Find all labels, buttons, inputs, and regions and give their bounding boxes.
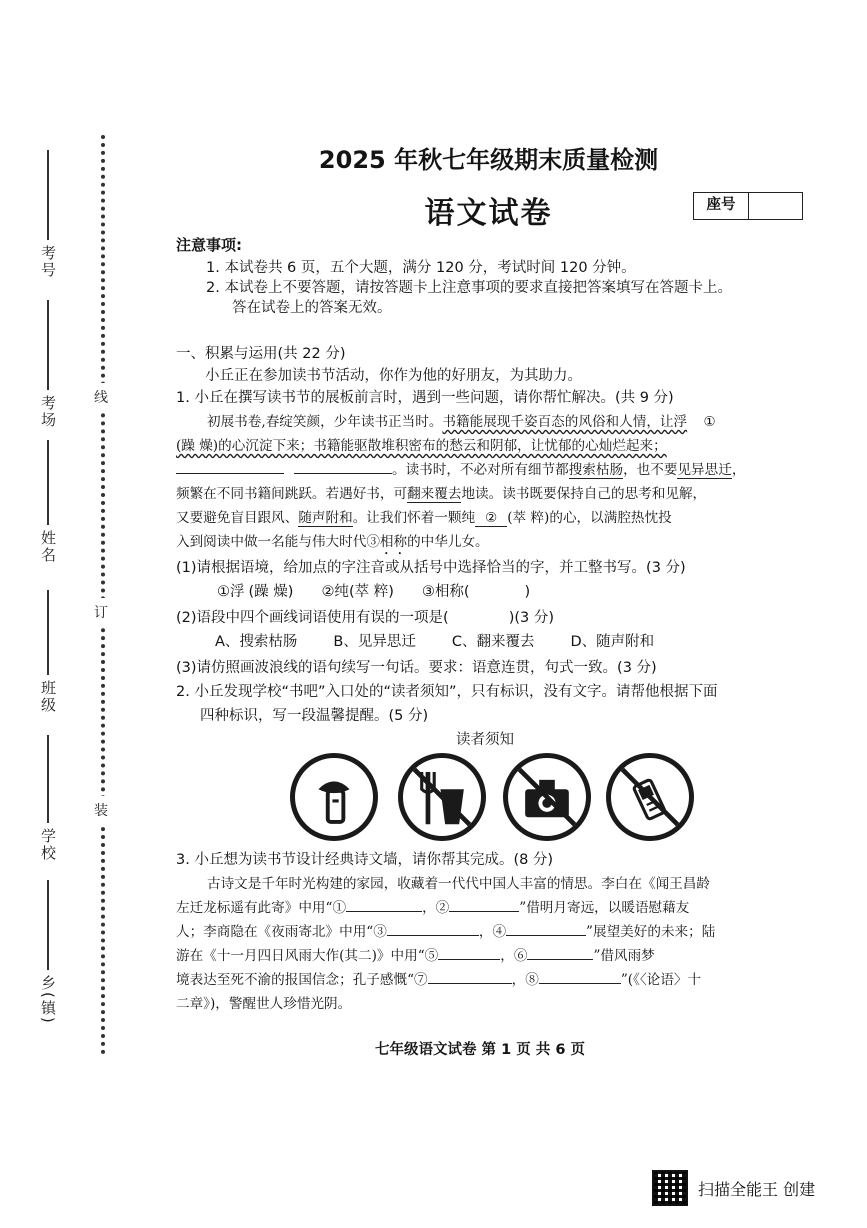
sub-question-2	[176, 606, 554, 627]
passage-1c: ①	[703, 414, 716, 430]
passage-5e: (萃 粹)的心，以满腔热忱投	[507, 510, 672, 526]
passage-6a: 入到阅读中做一名能与伟大时代	[176, 534, 367, 550]
no-food-drink-icon	[398, 753, 486, 841]
seat-label: 座号	[694, 193, 749, 219]
q3-2c: ”借明月寄远，以暖语慰藉友	[519, 900, 690, 916]
q3-5b: ，⑧	[511, 972, 539, 988]
poem-blank-8[interactable]	[539, 971, 621, 984]
notes-heading: 注意事项:	[176, 236, 242, 254]
cut-label-zhuang: 装	[94, 796, 108, 824]
passage-1a: 初展书卷,春绽笑颜，少年读书正当时。	[207, 414, 443, 430]
notes-item-1: 1. 本试卷共 6 页，五个大题，满分 120 分，考试时间 120 分钟。	[206, 260, 636, 276]
page-footer: 七年级语文试卷 第 1 页 共 6 页	[375, 1042, 585, 1058]
seat-input[interactable]	[749, 193, 802, 219]
notes-item-2: 2. 本试卷上不要答题，请按答题卡上注意事项的要求直接把答案填写在答题卡上。	[206, 280, 732, 296]
room-line	[47, 300, 49, 390]
poem-blank-5[interactable]	[438, 947, 500, 960]
answer-blank-a[interactable]	[176, 461, 284, 474]
name-label: 姓名	[39, 530, 57, 564]
passage-line-1	[207, 410, 716, 430]
question-2-cont: 四种标识，写一段温馨提醒。(5 分)	[200, 708, 429, 724]
qr-code-icon	[652, 1170, 688, 1206]
q3-5a: 境表达至死不渝的报国信念；孔子感慨“⑦	[176, 972, 428, 988]
no-camera-icon	[503, 753, 591, 841]
answer-blank-b[interactable]	[294, 461, 392, 474]
town-line	[47, 880, 49, 970]
q3-4c: ”借风雨梦	[593, 948, 655, 964]
q3-line-1: 古诗文是千年时光构建的家园，收藏着一代代中国人丰富的情思。李白在《闻王昌龄	[207, 876, 710, 892]
question-3: 3. 小丘想为读书节设计经典诗文墙，请你帮其完成。(8 分)	[176, 852, 554, 868]
opt-close-paren: )	[524, 584, 531, 600]
name-line	[47, 440, 49, 525]
passage-6b: ③	[366, 534, 380, 550]
choice-b[interactable]: B、见异思迁	[333, 634, 416, 650]
poem-blank-4[interactable]	[506, 923, 586, 936]
q3-line-3	[176, 920, 715, 940]
q3-3b: ，④	[478, 924, 507, 940]
q3-5c: ”(《〈论语〉十	[620, 972, 702, 988]
opt-fu: ①浮	[217, 584, 245, 600]
sub-question-3: (3)请仿照画波浪线的语句续写一句话。要求：语意连贯，句式一致。(3 分)	[176, 660, 657, 676]
notice-title: 读者须知	[456, 732, 514, 748]
sub-question-1: (1)请根据语境，给加点的字注音或从括号中选择恰当的字，并工整书写。(3 分)	[176, 560, 686, 576]
passage-2a-wavy: (躁 燥)的心沉淀下来；书籍能驱散堆积密布的愁云和阴郁，让忧郁的心灿烂起来；	[176, 438, 667, 454]
passage-3c: ，也不要	[623, 462, 678, 478]
blank-2[interactable]: ②	[475, 510, 507, 527]
notes-item-2-cont: 答在试卷上的答案无效。	[232, 300, 392, 316]
passage-3e: ，	[731, 462, 746, 478]
passage-4a: 频繁在不同书籍间跳跃。若遇好书，可	[176, 486, 408, 502]
word-sousuokuchang: 搜索枯肠	[568, 462, 624, 478]
word-suishengfuhe: 随声附和	[298, 510, 353, 526]
q3-4b: ，⑥	[500, 948, 528, 964]
seat-box	[693, 192, 803, 220]
choice-a[interactable]: A、搜索枯肠	[215, 634, 298, 650]
word-xiangchen: 相称	[379, 534, 408, 550]
sub-question-1-options	[217, 580, 530, 601]
passage-3a: 。读书时，不必对所有细节都	[392, 462, 569, 478]
school-line	[47, 735, 49, 823]
passage-line-6	[176, 530, 489, 558]
opt-cui: (萃 粹)	[348, 584, 394, 600]
passage-5c: 。让我们怀着一颗纯	[352, 510, 476, 526]
exam-title: 2025 年秋七年级期末质量检测	[318, 146, 659, 174]
q3-line-2	[176, 896, 689, 916]
passage-line-2	[176, 434, 667, 454]
q3-2b: ，②	[422, 900, 450, 916]
blank-1-field[interactable]	[245, 584, 249, 596]
q3-2a: 左迁龙标遥有此寄》中用“①	[176, 900, 347, 916]
class-line	[47, 590, 49, 675]
poem-blank-1[interactable]	[346, 899, 422, 912]
passage-4c: 地读。读书既要保持自己的思考和见解，	[461, 486, 707, 502]
passage-line-5	[176, 506, 672, 526]
sub-question-2-end: )(3 分)	[508, 610, 555, 626]
opt-zao: (躁 燥)	[248, 584, 294, 600]
opt-chun: ②纯	[321, 584, 349, 600]
word-jianyisiqian: 见异思迁	[677, 462, 732, 478]
scanner-watermark: 扫描全能王 创建	[698, 1180, 816, 1199]
poem-blank-6[interactable]	[527, 947, 593, 960]
passage-5a: 又要避免盲目跟风、	[176, 510, 299, 526]
paper-subtitle: 语文试卷	[424, 196, 553, 231]
class-label: 班级	[39, 680, 57, 714]
sub-question-2-choices	[215, 630, 654, 651]
passage-line-4	[176, 482, 706, 502]
choice-d[interactable]: D、随声附和	[570, 634, 655, 650]
cut-line-dots	[101, 135, 105, 1055]
q3-4a: 游在《十一月四日风雨大作(其二)》中用“⑤	[176, 948, 439, 964]
question-2: 2. 小丘发现学校“书吧”入口处的“读者须知”，只有标识，没有文字。请帮他根据下面	[176, 684, 718, 700]
cut-label-ding: 订	[94, 598, 108, 626]
passage-6d: 的中华儿女。	[407, 534, 489, 550]
poem-blank-7[interactable]	[428, 971, 512, 984]
poem-blank-3[interactable]	[387, 923, 479, 936]
section1-heading: 一、积累与运用(共 22 分)	[176, 346, 346, 362]
exam-no-label: 考号	[39, 245, 57, 279]
q3-line-4	[176, 944, 655, 964]
cut-label-line: 线	[94, 383, 108, 411]
sub-question-2-text: (2)语段中四个画线词语使用有误的一项是(	[176, 610, 449, 626]
passage-line-3	[176, 458, 745, 478]
question-1: 1. 小丘在撰写读书节的展板前言时，遇到一些问题，请你帮忙解决。(共 9 分)	[176, 390, 674, 406]
q3-line-5	[176, 968, 701, 988]
q3-3a: 人；李商隐在《夜雨寄北》中用“③	[176, 924, 387, 940]
q3-3c: ”展望美好的未来；陆	[586, 924, 716, 940]
room-label: 考场	[39, 395, 57, 429]
word-fanlaifuqu: 翻来覆去	[407, 486, 462, 502]
poem-blank-2[interactable]	[449, 899, 519, 912]
section1-intro: 小丘正在参加读书节活动，你作为他的好朋友，为其助力。	[205, 368, 582, 384]
opt-xiangchen: ③相称(	[421, 584, 470, 600]
school-label: 学校	[39, 828, 57, 862]
town-label: 乡(镇)	[39, 975, 57, 1025]
passage-1b-wavy: 书籍能展现千姿百态的风俗和人情，让浮	[442, 414, 688, 430]
q3-line-6: 二章》)，警醒世人珍惜光阴。	[176, 996, 352, 1012]
no-phone-icon	[606, 753, 694, 841]
choice-c[interactable]: C、翻来覆去	[451, 634, 535, 650]
no-talking-icon	[290, 753, 378, 841]
